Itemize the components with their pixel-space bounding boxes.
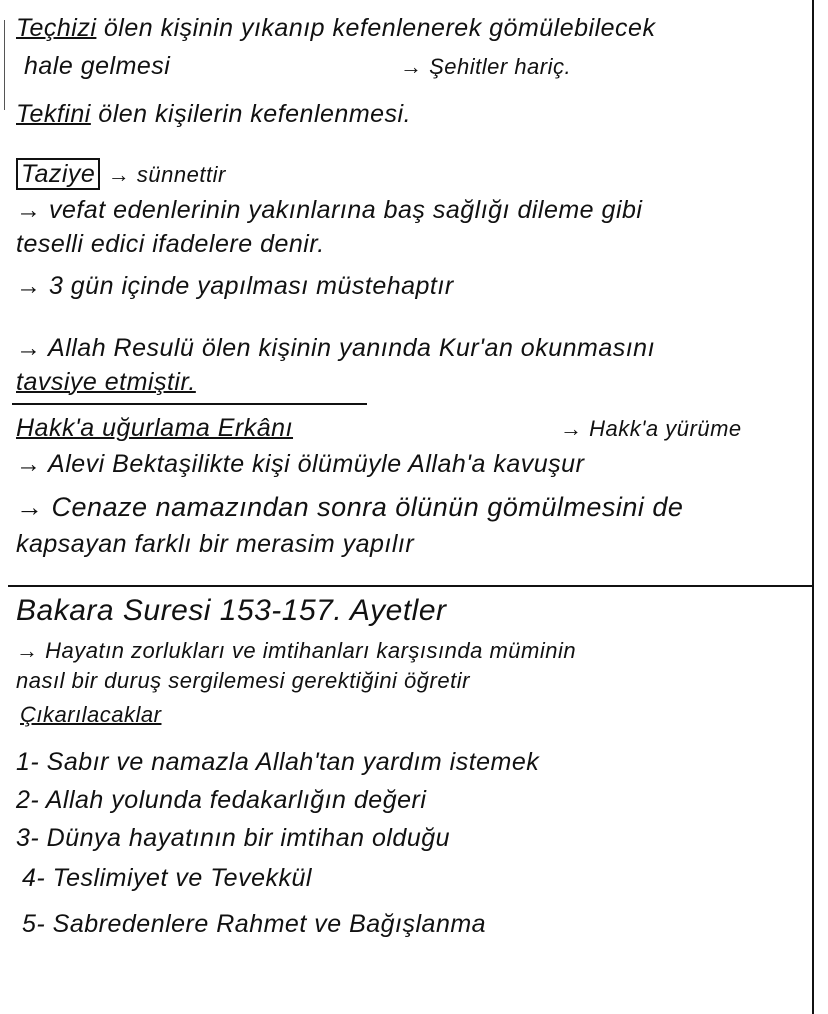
section-divider: [8, 585, 814, 587]
tekfin-line: [16, 100, 411, 129]
tekfin-term: Tekfini: [16, 100, 91, 128]
taziye-note: → sünnettir: [107, 162, 226, 187]
bakara-item: 1- Sabır ve namazla Allah'tan yardım istemek: [16, 748, 540, 776]
taziye-line: → Allah Resulü ölen kişinin yanında Kur'an okunmasını: [16, 334, 656, 362]
techiz-note: → Şehitler hariç.: [400, 54, 572, 79]
techiz-definition: ölen kişinin yıkanıp kefenlenerek gömülebilecek: [103, 14, 656, 42]
techiz-term: Teçhizi: [16, 14, 97, 42]
taziye-line: teselli edici ifadelere denir.: [16, 230, 325, 258]
bakara-item: 3- Dünya hayatının bir imtihan olduğu: [16, 824, 451, 852]
page-left-margin-mark: [4, 20, 5, 110]
bakara-item: 5- Sabredenlere Rahmet ve Bağışlanma: [22, 910, 487, 938]
bakara-item: 4- Teslimiyet ve Tevekkül: [22, 864, 312, 892]
bakara-line: → Hayatın zorlukları ve imtihanları karşısında müminin: [16, 638, 577, 663]
taziye-line: → vefat edenlerinin yakınlarına baş sağlığı dileme gibi: [16, 196, 643, 224]
page-right-border: [812, 0, 814, 1014]
hakka-ugurlama-note: → Hakk'a yürüme: [560, 416, 742, 441]
bakara-subtitle: Çıkarılacaklar: [20, 702, 162, 727]
hakka-ugurlama-line: kapsayan farklı bir merasim yapılır: [16, 530, 415, 558]
bakara-line: nasıl bir duruş sergilemesi gerektiğini öğretir: [16, 668, 470, 693]
bakara-item: 2- Allah yolunda fedakarlığın değeri: [16, 786, 427, 814]
divider: [12, 403, 367, 405]
tekfin-definition: ölen kişilerin kefenlenmesi.: [98, 100, 412, 128]
hakka-ugurlama-line: → Cenaze namazından sonra ölünün gömülmesini de: [16, 492, 684, 522]
techiz-line: [16, 14, 655, 43]
taziye-line: tavsiye etmiştir.: [16, 368, 196, 396]
taziye-term: Taziye: [16, 158, 100, 190]
techiz-definition-cont: hale gelmesi: [24, 52, 171, 80]
hakka-ugurlama-title: Hakk'a uğurlama Erkânı: [16, 414, 294, 442]
taziye-line: → 3 gün içinde yapılması müstehaptır: [16, 272, 454, 300]
hakka-ugurlama-line: → Alevi Bektaşilikte kişi ölümüyle Allah'a kavuşur: [16, 450, 585, 478]
taziye-heading: [16, 160, 226, 189]
bakara-title: Bakara Suresi 153-157. Ayetler: [16, 594, 447, 627]
